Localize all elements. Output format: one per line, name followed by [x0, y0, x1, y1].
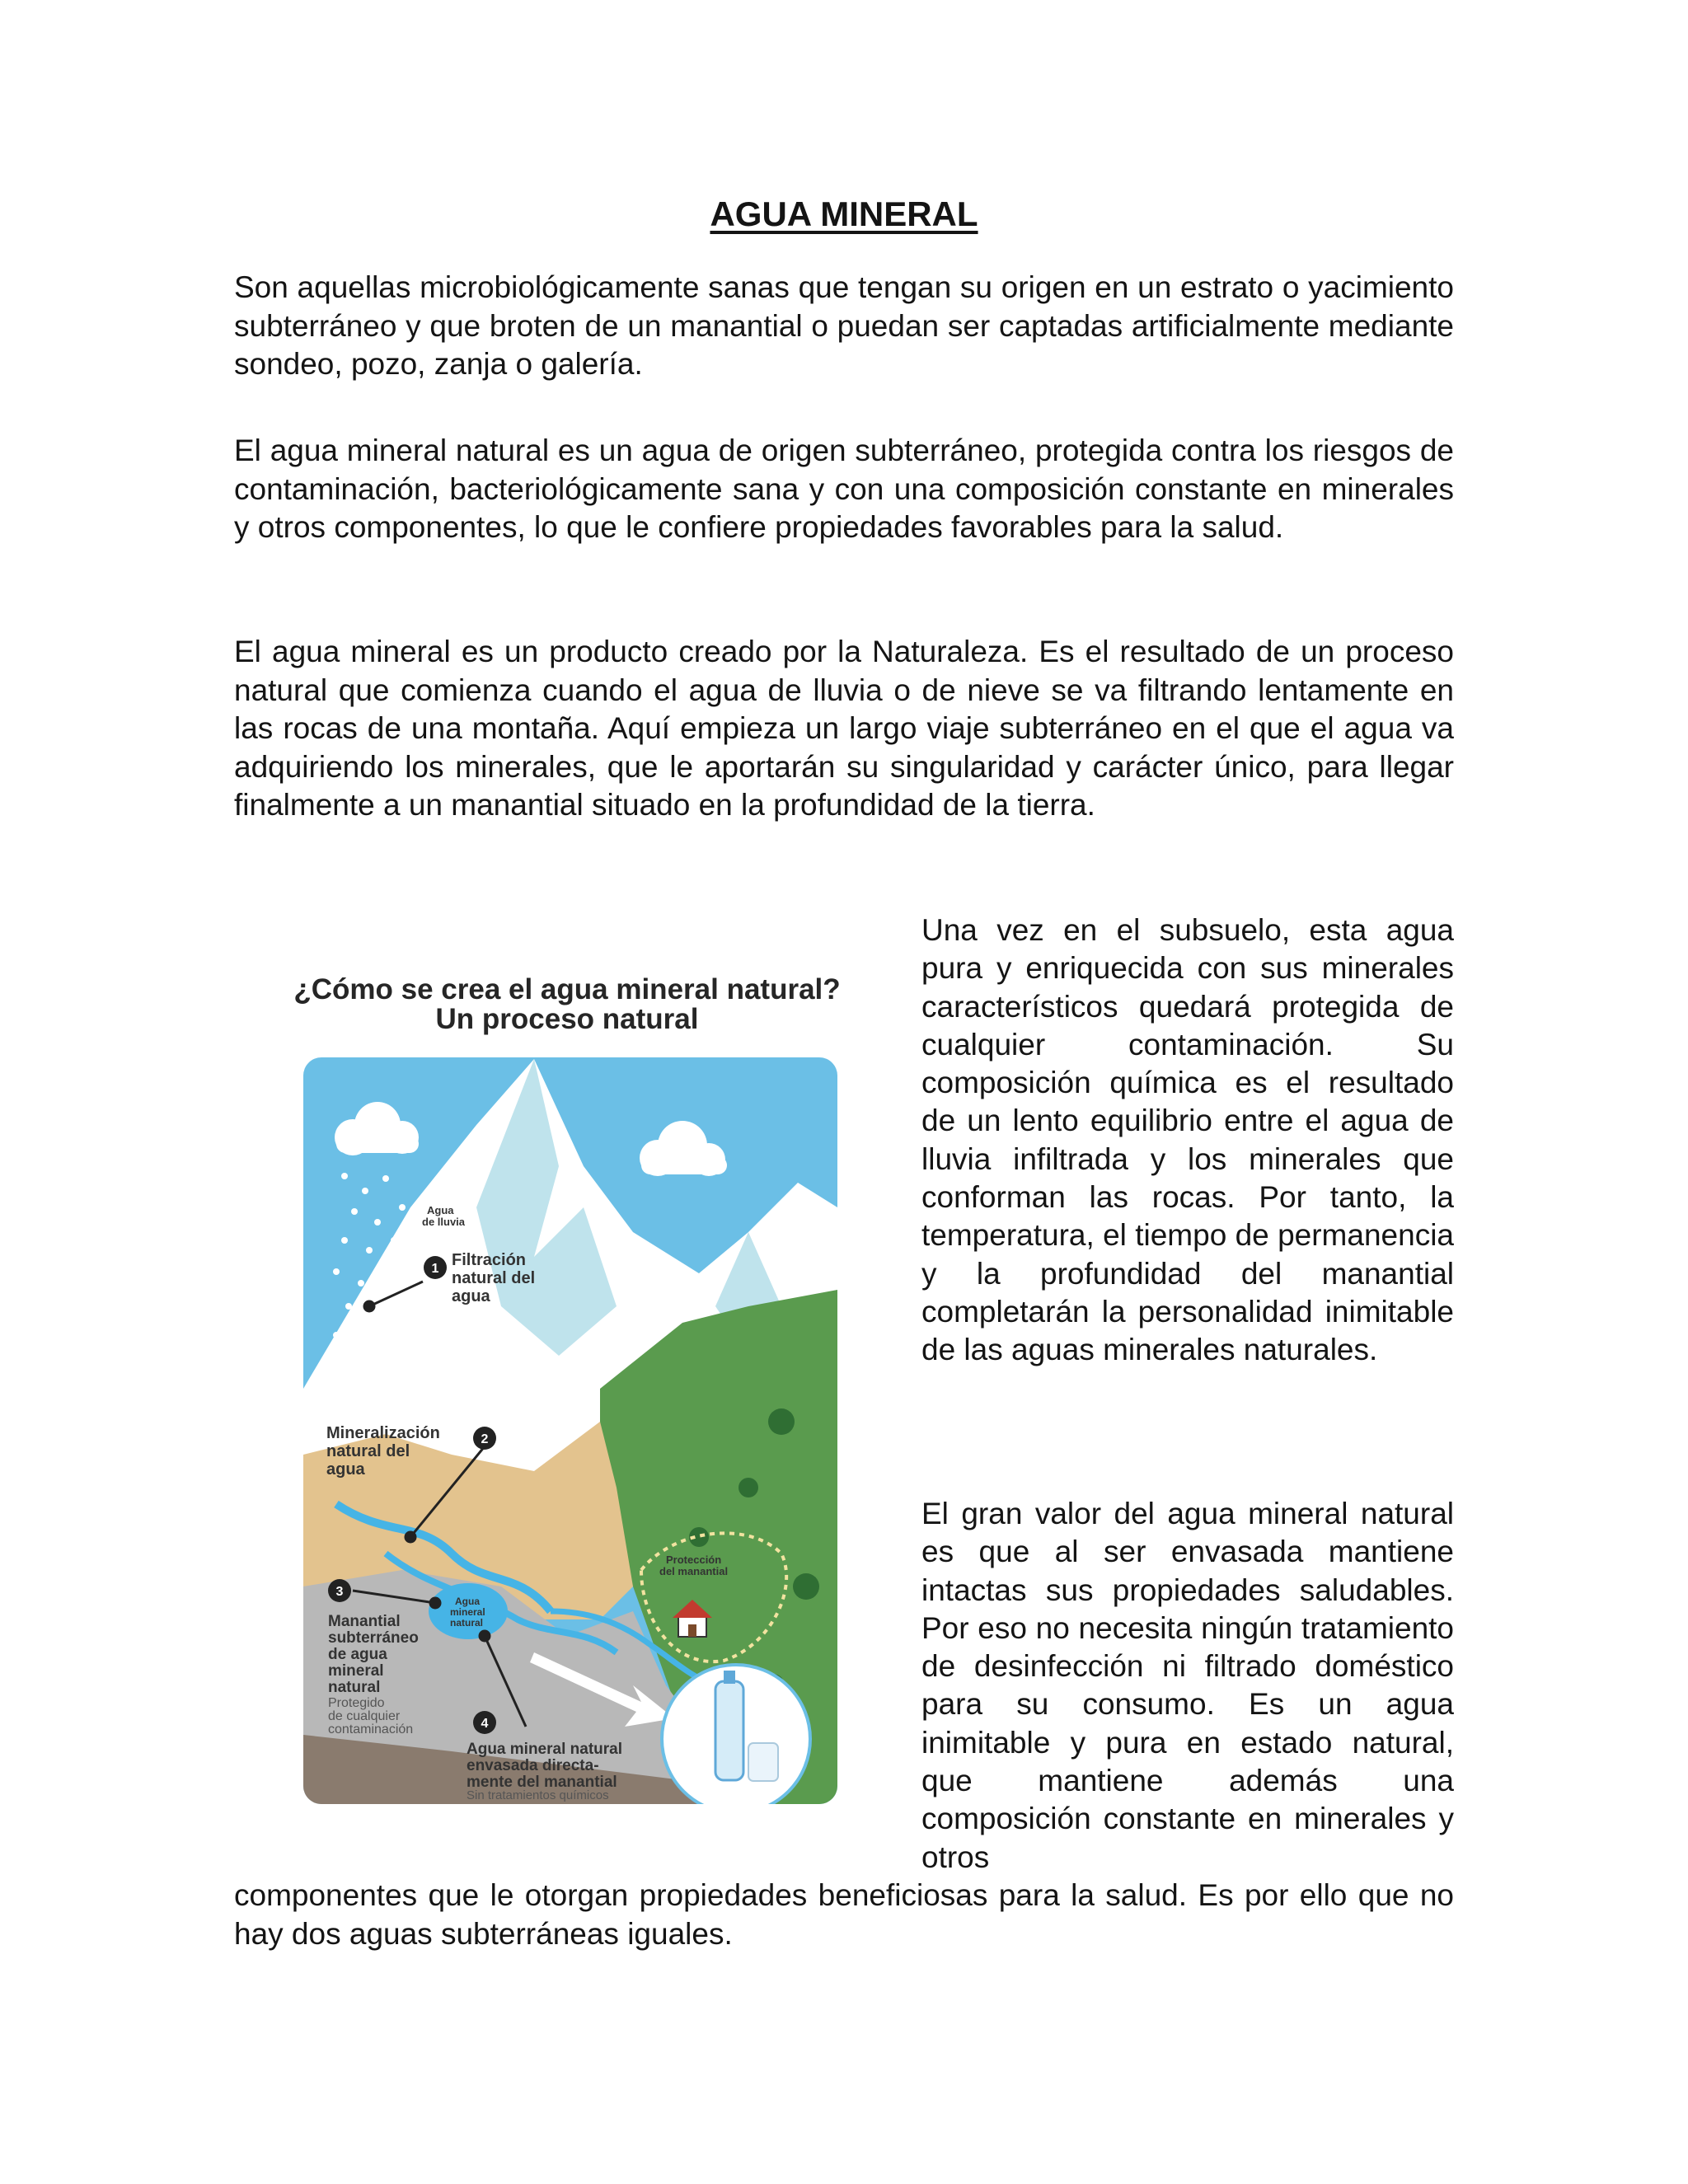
step2-number: 2	[481, 1432, 489, 1446]
pool-label-3: natural	[450, 1617, 484, 1629]
step4-number: 4	[481, 1717, 489, 1731]
rain-label-1: Agua	[427, 1204, 454, 1216]
step3-number: 3	[335, 1585, 344, 1599]
mineral-water-diagram	[287, 960, 847, 1809]
diagram-illustration	[287, 960, 847, 1809]
paragraph-natural-product: El agua mineral es un producto creado por la Naturaleza. Es el resultado de un proceso natural que comienza cuando el agua de lluvia o de nieve se va filtrando lentamente en las rocas de una montaña. Aquí empieza un largo viaje subterráneo en el que el agua va adquiriendo los minerales, que le aportarán su singularidad y carácter único, para llegar finalmente a un manantial situado en la profundidad de la tierra.	[234, 635, 1454, 822]
paragraph-natural-mineral-water: El agua mineral natural es un agua de origen subterráneo, protegida contra los riesgos de contaminación, bacteriológicamente sana y con una composición constante en minerales y otros componentes, lo que le confiere propiedades favorables para la salud.	[234, 434, 1454, 544]
step3-sub1: Protegido	[328, 1696, 385, 1710]
diagram-title-line1: ¿Cómo se crea el agua mineral natural?	[293, 973, 841, 1005]
page-title: AGUA MINERAL	[710, 194, 978, 233]
step1-line3: agua	[452, 1287, 490, 1305]
step3-sub3: contaminación	[328, 1722, 414, 1736]
pool-label-2: mineral	[450, 1606, 485, 1618]
step3-line1: Manantial	[328, 1613, 401, 1630]
step1-number: 1	[431, 1262, 439, 1276]
step3-line3: de agua	[328, 1646, 387, 1663]
step1-line2: natural del	[452, 1269, 536, 1287]
step3-line5: natural	[328, 1679, 381, 1696]
diagram-title-line2: Un proceso natural	[435, 1003, 699, 1035]
step2-line2: natural del	[326, 1442, 410, 1460]
step2-line1: Mineralización	[326, 1424, 440, 1442]
step4-line3: mente del manantial	[467, 1774, 617, 1791]
step3-line2: subterráneo	[328, 1629, 419, 1647]
step4-line2: envasada directa-	[467, 1757, 599, 1774]
step2-line3: agua	[326, 1460, 365, 1479]
step1-line1: Filtración	[452, 1251, 527, 1269]
protection-label-2: del manantial	[659, 1565, 729, 1577]
paragraph-bottled-value: El gran valor del agua mineral natural es que al ser envasada mantiene intactas sus propiedades saludables. Por eso no necesita ningún tratamiento de desinfección ni filtrado doméstico para su consumo. Es un agua inimitable y pura en estado natural, que mantiene además una composición constante en minerales y otros	[921, 1497, 1454, 1874]
paragraph-bottled-value-continued: componentes que le otorgan propiedades beneficiosas para la salud. Es por ello que no hay dos aguas subterráneas iguales.	[234, 1878, 1454, 1951]
paragraph-definition: Son aquellas microbiológicamente sanas que tengan su origen en un estrato o yacimiento subterráneo y que broten de un manantial o puedan ser captadas artificialmente mediante sondeo, pozo, zanja o galería.	[234, 270, 1454, 381]
step4-sub1: Sin tratamientos químicos	[467, 1788, 609, 1802]
protection-label-1: Protección	[666, 1554, 722, 1566]
step4-line1: Agua mineral natural	[467, 1741, 622, 1758]
rain-label-2: de lluvia	[422, 1216, 466, 1228]
step3-line4: mineral	[328, 1662, 384, 1680]
step3-sub2: de cualquier	[328, 1709, 401, 1723]
pool-label-1: Agua	[455, 1596, 480, 1607]
paragraph-subsoil: Una vez en el subsuelo, esta agua pura y enriquecida con sus minerales característicos quedará protegida de cualquier contaminación. Su composición química es el resultado de un lento equilibrio entre el agua de lluvia infiltrada y los minerales que conforman las rocas. Por tanto, la temperatura, el tiempo de permanencia y la profundidad del manantial completarán la personalidad inimitable de las aguas minerales naturales.	[921, 913, 1454, 1367]
